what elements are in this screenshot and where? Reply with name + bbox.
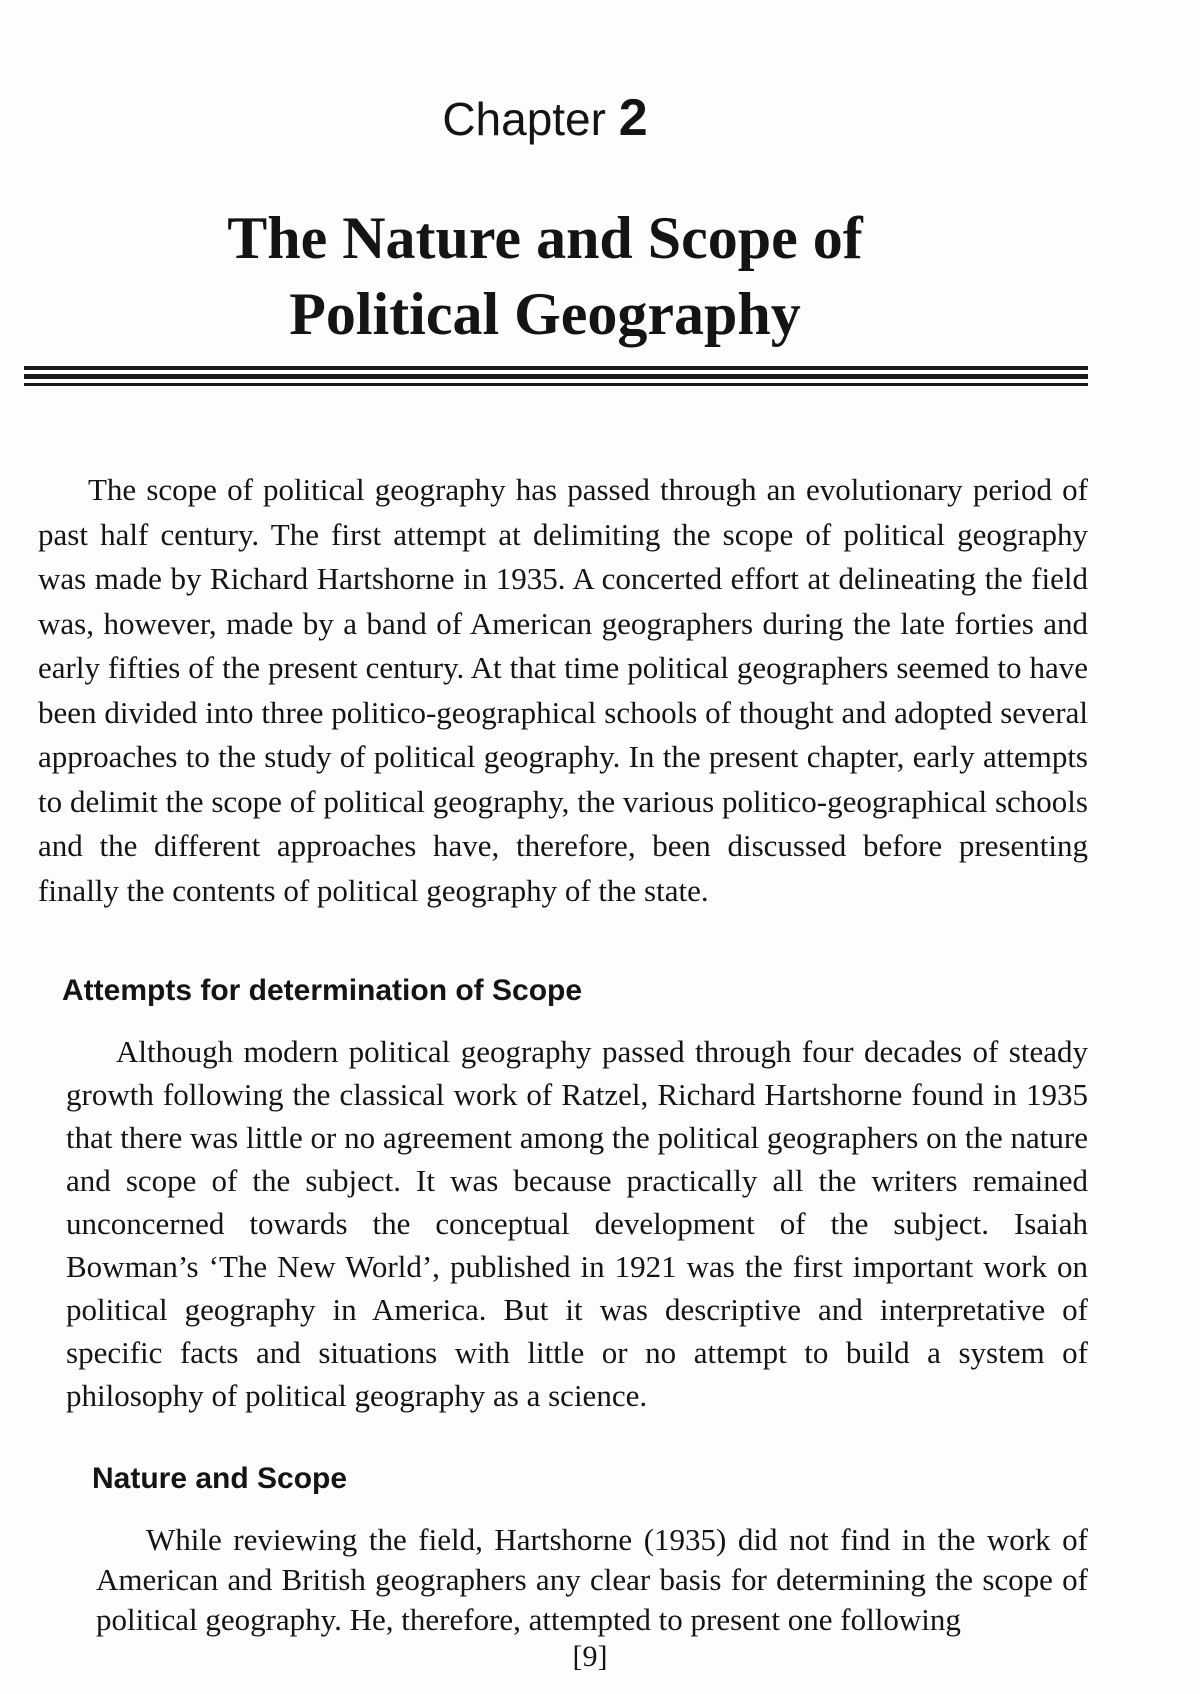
attempts-paragraph: Although modern political geography passed through four decades of steady growth following the classical work of Ratzel, Richard Hartshorne found in 1935 that there was little or no agreement among the political geographers on the nature and scope of the subject. It was because practically all the writers remained unconcerned towards the conceptual development of the subject. Isaiah Bowman’s ‘The New World’, published in 1921 was the first important work on political geography in America. But it was descriptive and interpretative of specific facts and situations with little or no attempt to build a system of philosophy of political geography as a science. [66, 1034, 1088, 1413]
rule-line-thick [24, 374, 1088, 379]
chapter-title [0, 200, 1090, 352]
intro-paragraph: The scope of political geography has passed through an evolutionary period of past half century. The first attempt at delimiting the scope of political geography was made by Richard Hartshorne in 1935. A concerted effort at delineating the field was, however, made by a band of American geographers during the late forties and early fifties of the present century. At that time political geographers seemed to have been divided into three politico-geographical schools of thought and adopted several approaches to the study of political geography. In the present chapter, early attempts to delimit the scope of political geography, the various politico-geographical schools and the different approaches have, therefore, been discussed before presenting finally the contents of political geography of the state. [38, 472, 1088, 908]
chapter-label [0, 88, 1090, 148]
rule-line-thin-top [24, 366, 1088, 370]
section-heading-nature-scope: Nature and Scope [92, 1462, 348, 1495]
title-divider-rule [24, 366, 1088, 390]
chapter-number: 2 [618, 89, 648, 147]
chapter-word: Chapter [442, 93, 606, 145]
nature-scope-paragraph: While reviewing the field, Hartshorne (1935) did not find in the work of American and British geographers any clear basis for determining the scope of political geography. He, therefore, attempted to present one following [96, 1522, 1088, 1637]
chapter-title-line-2: Political Geography [289, 281, 801, 347]
chapter-title-line-1: The Nature and Scope of [227, 205, 863, 271]
page-number: [9] [572, 1640, 608, 1673]
section-heading-attempts: Attempts for determination of Scope [62, 974, 583, 1007]
rule-line-thin-bottom [24, 383, 1088, 386]
